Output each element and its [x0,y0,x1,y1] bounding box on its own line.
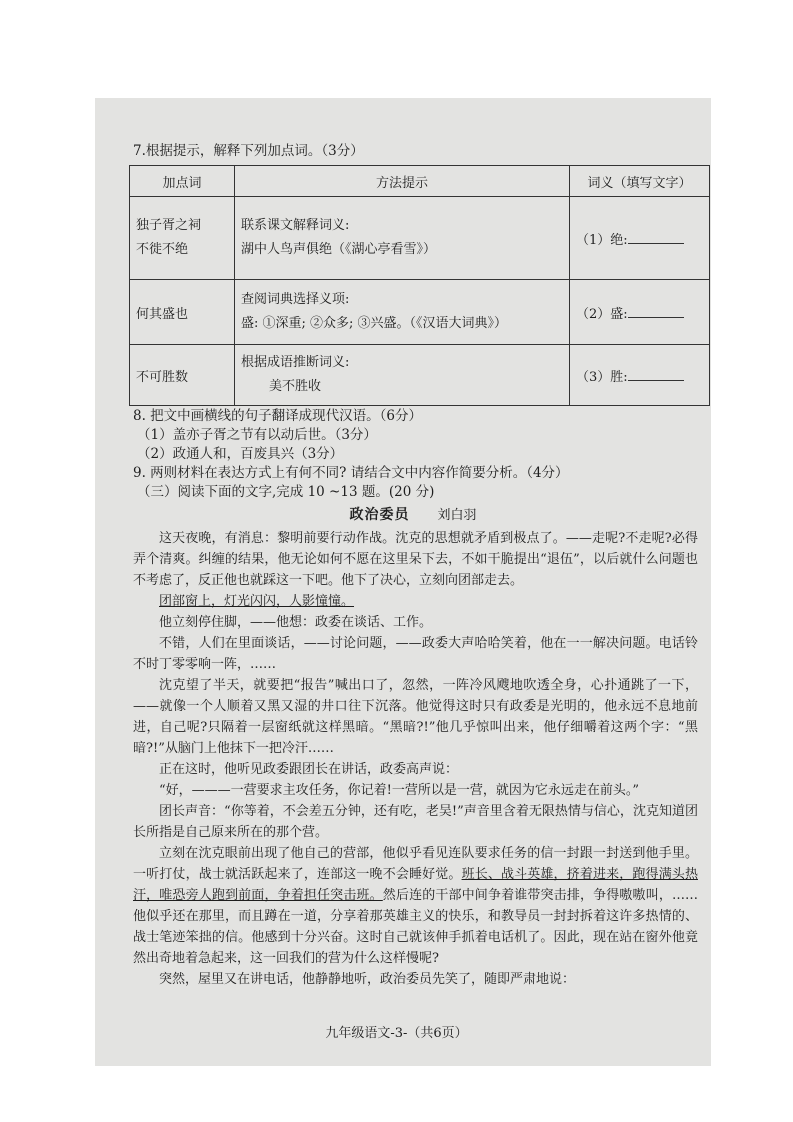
header-method: 方法提示 [235,166,570,197]
question-8-title: 8. 把文中画横线的句子翻译成现代汉语。（6分） [133,408,423,424]
story-paragraph-10: 突然，屋里又在讲电话，他静静地听，政治委员先笑了，随即严肃地说： [159,972,576,987]
hint-2-line-1: 查阅词典选择义项: [241,292,350,307]
section-3-intro: （三）阅读下面的文字,完成 10 ~13 题。(20 分) [137,484,435,500]
vocab-row-sheng [130,280,710,345]
story-heading [133,504,693,524]
answer-blank-2[interactable] [628,305,684,318]
vocab-table-header [130,166,710,197]
story-paragraph-9-b: 然后连的干部中间争着谁带突击排，争得嗷嗷叫，……他似乎还在那里，而且蹲在一道，分享着那英雄主义的快乐，和教导员一封封拆着这许多热情的、战士笔迹笨拙的信。他感到十分兴奋。这时自己就该伸手抓着电话机了。因此，现在站在窗外他竟然出奇地着急起来，这一回我们的营为什么这样慢呢? [133,888,698,966]
story-title: 政治委员 [349,507,410,523]
story-paragraph-9 [133,843,698,969]
story-paragraph-1: 这天夜晚，有消息：黎明前要行动作战。沈克的思想就矛盾到极点了。——走呢?不走呢?必得弄个清爽。纠缠的结果，他无论如何不愿在这里呆下去，不如干脆提出“退伍”，以后就什么问题也不考虑了，反正他也就踩这一下吧。他下了决心，立刻向团部走去。 [133,531,698,588]
dotted-word-2: 何其盛也 [130,280,235,345]
hint-2-line-2: 盛: ①深重; ②众多; ③兴盛。（《汉语大词典》） [241,316,508,331]
story-paragraph-8: 团长声音：“你等着，不会差五分钟，还有吃，老吴!”声音里含着无限热情与信心，沈克知道团长所指是自己原来所在的那个营。 [133,804,698,840]
header-meaning: 词义（填写文字） [570,166,710,197]
vocab-row-sheng2 [130,345,710,406]
question-9-title: 9. 两则材料在表达方式上有何不同? 请结合文中内容作简要分析。（4分） [133,465,569,481]
story-paragraph-6: 正在这时，他听见政委跟团长在讲话，政委高声说： [159,762,459,777]
story-paragraph-7: “好，———一营要求主攻任务，你记着!一营所以是一营，就因为它永远走在前头。” [159,783,640,798]
question-8-item-2: （2）政通人和，百废具兴（3分） [137,446,344,462]
answer-label-2: （2）盛: [576,306,628,322]
story-author: 刘白羽 [437,508,477,523]
story-paragraph-5: 沈克望了半天，就要把“报告”喊出口了，忽然，一阵冷风飕地吹透全身，心扑通跳了一下，——就像一个人顺着又黑又湿的井口往下沉落。他觉得这时只有政委是光明的，他永远不息地前进，自己呢?只隔着一层窗纸就这样黑暗。“黑暗?!”他几乎惊叫出来，他仔细嚼着这两个字：“黑暗?!”从脑门上他抹下一把冷汗…… [133,678,698,756]
story-paragraph-4: 不错，人们在里面谈话，——讨论问题，——政委大声哈哈笑着，他在一一解决问题。电话铃不时丁零零响一阵，…… [133,636,698,672]
dotted-word-1b: 不徙不绝 [136,242,189,257]
hint-3-line-1: 根据成语推断词义: [241,355,350,370]
header-word: 加点词 [130,166,235,197]
answer-blank-3[interactable] [628,368,684,381]
story-paragraph-2-underlined: 团部窗上，灯光闪闪，人影憧憧。 [159,594,355,609]
page-content [133,142,698,990]
story-paragraph-9-a: 立刻在沈克眼前出现了他自己的营部，他似乎看见连队要求任务的信一封跟一封送到他手里。一听打仗，战士就活跃起来了，连部这一晚不会睡好觉。 [133,846,698,882]
hint-1-line-2: 湖中人鸟声俱绝（《湖心亭看雪》） [241,242,437,257]
answer-label-1: （1）绝: [576,232,628,248]
vocab-row-jue [130,197,710,280]
question-7-title: 7.根据提示，解释下列加点词。（3分） [133,143,364,159]
hint-3-line-2: 美不胜收 [269,379,322,394]
hint-1-line-1: 联系课文解释词义: [241,218,350,233]
dotted-word-3: 不可胜数 [130,345,235,406]
page-footer: 九年级语文-3-（共6页） [325,1026,468,1041]
story-paragraph-3: 他立刻停住脚，——他想：政委在谈话、工作。 [159,615,433,630]
answer-blank-1[interactable] [628,231,684,244]
vocab-table [129,165,710,406]
question-8-item-1: （1）盖亦子胥之节有以动后世。（3分） [137,427,377,443]
story-paragraph-9-underlined: 班长、战斗英雄，挤着进来，跑得满头热汗，唯恐旁人跑到前面，争着担任突击班。 [133,867,698,903]
dotted-word-1a: 独子胥之祠 [136,218,202,233]
answer-label-3: （3）胜: [576,369,628,385]
